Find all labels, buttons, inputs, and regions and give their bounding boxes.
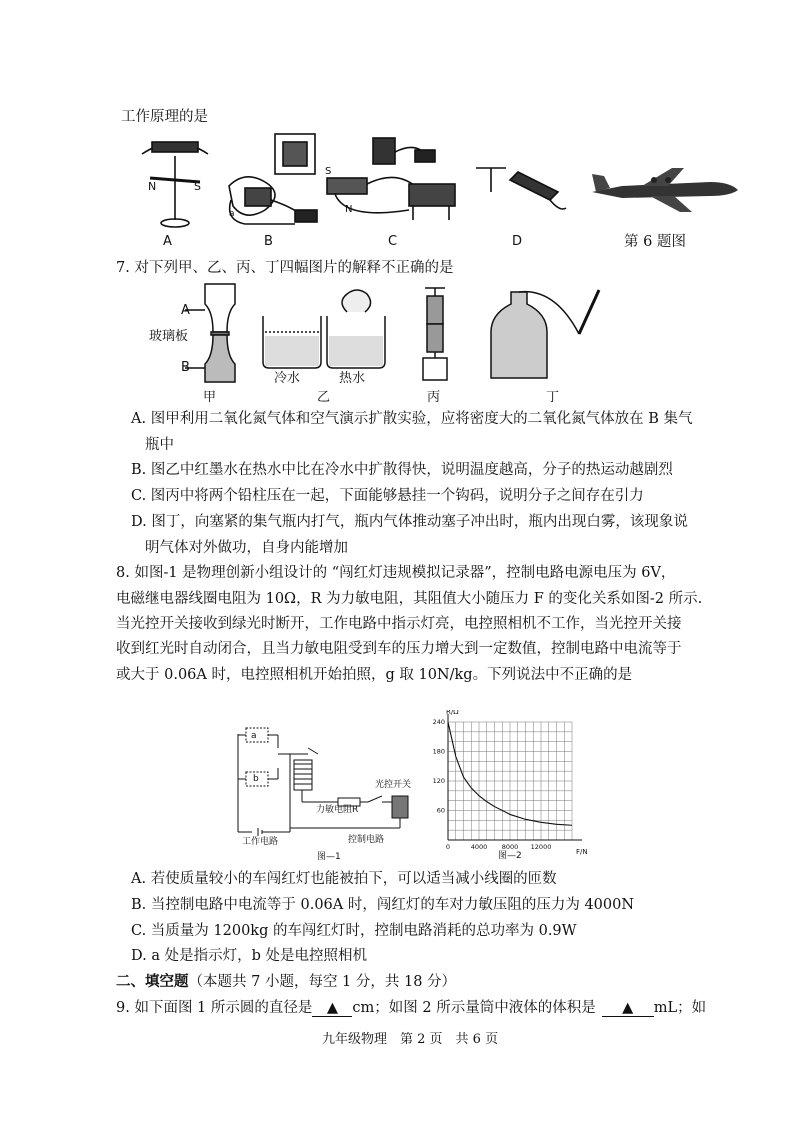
q7-option-d-line2: 明气体对外做功，自身内能增加: [145, 540, 348, 556]
chart-x-tick-label: 8000: [501, 843, 519, 851]
q7-option-b: B. 图乙中红墨水在热水中比在冷水中扩散得快，说明温度越高，分子的热运动越剧烈: [131, 462, 673, 478]
q7-fig-jia-gas-bottles: [185, 284, 235, 382]
svg-text:a: a: [229, 209, 235, 219]
q6-fig-b-electromagnetic-apparatus: [229, 134, 317, 224]
q7-option-d-line1: D. 图丁，向塞紧的集气瓶内打气，瓶内气体推动塞子冲出时，瓶内出现白雾，该现象说: [131, 514, 688, 530]
q7-figures: [175, 282, 635, 387]
section-2-title: 二、填空题: [116, 973, 189, 990]
chart-y-tick-label: 60: [436, 806, 445, 815]
q8-stem-line2: 电磁继电器线圈电阻为 10Ω，R 为力敏电阻，其阻值大小随压力 F 的变化关系如图-2 所示.: [116, 591, 703, 607]
q7-label-cold: 冷水: [274, 371, 301, 386]
q7-label-jia: 甲: [203, 390, 217, 405]
q8-option-a: A. 若使质量较小的车闯红灯也能被拍下，可以适当减小线圈的匝数: [131, 871, 557, 887]
q7-option-c: C. 图丙中将两个铅柱压在一起，下面能够悬挂一个钩码，说明分子之间存在引力: [131, 488, 644, 504]
chart-x-tick-label: 4000: [470, 843, 488, 851]
chart-y-axis-label: R/Ω: [446, 710, 459, 716]
chart-y-tick-label: 120: [432, 777, 445, 785]
q6-stem-tail: 工作原理的是: [121, 109, 208, 125]
q7-fig-yi-beakers: [263, 290, 385, 368]
q8-stem-line5: 或大于 0.06A 时，电控照相机开始拍照，g 取 10N/kg。下列说法中不正确的是: [116, 667, 633, 683]
q6-option-d: D: [512, 234, 523, 249]
q7-label-glass: 玻璃板: [149, 329, 189, 344]
q8-stem-line3: 当光控开关接收到绿光时断开，工作电路中指示灯亮，电控照相机不工作，当光控开关接: [116, 616, 682, 632]
q9-blank-2[interactable]: ▲: [602, 1001, 654, 1017]
fig1-label-b: b: [253, 774, 259, 784]
svg-text:S: S: [325, 166, 332, 177]
q6-airplane-image: [592, 168, 738, 212]
q6-fig-d-hand-tool: [476, 168, 566, 209]
chart-x-axis-label: F/N: [576, 848, 588, 856]
q7-stem: 7. 对下列甲、乙、丙、丁四幅图片的解释不正确的是: [116, 260, 454, 276]
q8-option-c: C. 当质量为 1200kg 的车闯红灯时，控制电路消耗的总功率为 0.9W: [131, 923, 577, 939]
section-2-note: （本题共 7 小题，每空 1 分，共 18 分）: [188, 974, 457, 990]
q8-option-b: B. 当控制电路中电流等于 0.06A 时，闯红灯的车对力敏压阻的压力为 4000N: [131, 897, 635, 913]
q6-figures: [130, 130, 770, 240]
q7-label-a: A: [181, 303, 190, 318]
fig2-caption: 图—2: [498, 851, 522, 861]
fig1-label-control-circuit: 控制电路: [348, 835, 385, 845]
chart-x-tick-label: 12000: [530, 843, 552, 851]
chart-y-tick-label: 240: [432, 718, 445, 726]
svg-text:N: N: [345, 204, 353, 215]
section-2-heading: [116, 975, 456, 990]
fig1-caption: 图—1: [317, 852, 341, 862]
svg-text:N: N: [148, 180, 157, 193]
q7-label-bing: 丙: [427, 390, 441, 405]
q8-option-d: D. a 处是指示灯，b 处是电控照相机: [131, 948, 367, 964]
fig1-label-a: a: [251, 731, 257, 741]
q6-fig-c-generator-apparatus: [325, 138, 455, 220]
q8-stem-line4: 收到红光时自动闭合，且当力敏电阻受到车的压力增大到一定数值，控制电路中电流等于: [116, 641, 682, 657]
q9-part3: mL；如: [653, 1000, 707, 1016]
q6-option-c: C: [388, 234, 398, 249]
q7-label-hot: 热水: [339, 371, 366, 386]
q7-option-a-line2: 瓶中: [145, 437, 174, 453]
q7-option-a-line1: A. 图甲利用二氧化氮气体和空气演示扩散实验，应将密度大的二氧化氮气体放在 B 集气: [131, 411, 693, 427]
page-footer: 九年级物理 第 2 页 共 6 页: [322, 1032, 499, 1047]
fig1-label-resistor: 力敏电阻R: [316, 805, 359, 815]
fig1-label-switch: 光控开关: [375, 780, 412, 790]
q7-label-b: B: [181, 360, 190, 375]
q8-stem-line1: 8. 如图-1 是物理创新小组设计的 “闯红灯违规模拟记录器”，控制电路电源电压为 6V，: [116, 565, 676, 581]
chart-y-tick-label: 180: [432, 747, 445, 756]
q7-label-ding: 丁: [546, 390, 560, 405]
q9-part1: 9. 如下面图 1 所示圆的直径是: [116, 1000, 313, 1016]
q7-label-yi: 乙: [317, 390, 331, 405]
q6-option-a: A: [163, 234, 172, 249]
chart-x-tick-label: 0: [445, 843, 451, 851]
fig1-label-work-circuit: 工作电路: [242, 837, 279, 847]
q6-figure-caption: 第 6 题图: [624, 234, 686, 250]
q9-part2: cm；如图 2 所示量筒中液体的体积是: [352, 1000, 596, 1016]
q9-line: [116, 1001, 706, 1017]
q6-option-b: B: [264, 234, 273, 249]
q7-fig-bing-lead-cylinders: [423, 288, 447, 380]
q9-blank-1[interactable]: ▲: [312, 1001, 352, 1017]
q8-resistance-force-chart: [426, 710, 591, 860]
q7-fig-ding-bottle-pump: [491, 290, 599, 378]
svg-text:S: S: [194, 180, 201, 193]
q6-fig-a-compass-apparatus: [142, 142, 208, 227]
